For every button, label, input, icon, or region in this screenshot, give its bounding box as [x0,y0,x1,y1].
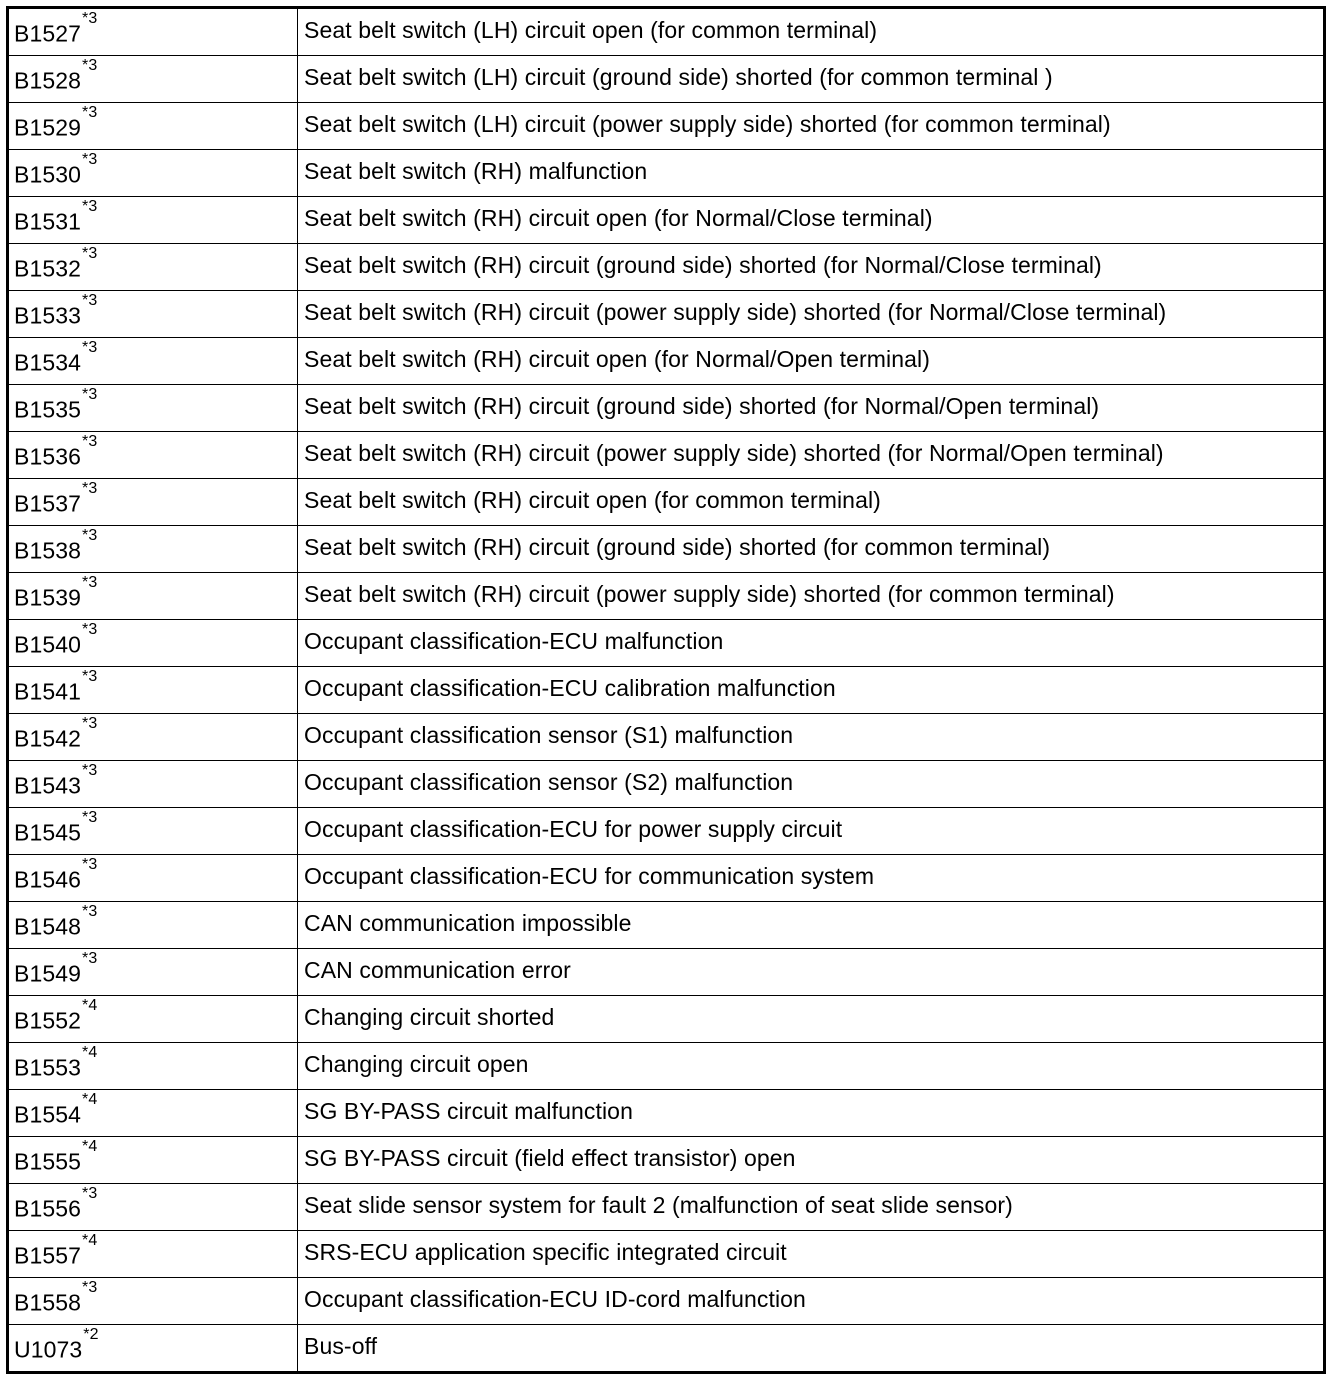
dtc-code-cell [8,667,298,714]
table-row [8,385,1325,432]
dtc-description: SRS-ECU application specific integrated circuit [298,1231,1325,1278]
dtc-code: B1538 [14,537,82,564]
footnote-mark: *3 [82,903,98,921]
footnote-mark: *3 [82,621,98,639]
dtc-description: Bus-off [298,1325,1325,1373]
table-row [8,620,1325,667]
dtc-description: SG BY-PASS circuit (field effect transistor) open [298,1137,1325,1184]
footnote-mark: *4 [82,1044,98,1062]
footnote-mark: *3 [82,715,98,733]
dtc-description: Occupant classification-ECU calibration malfunction [298,667,1325,714]
dtc-code-cell [8,949,298,996]
dtc-code-cell [8,197,298,244]
dtc-description: Occupant classification sensor (S2) malfunction [298,761,1325,808]
footnote-mark: *3 [82,104,98,122]
dtc-code-cell [8,808,298,855]
dtc-code-cell [8,1231,298,1278]
dtc-code-cell [8,1278,298,1325]
dtc-code-cell [8,8,298,56]
dtc-table-body [8,8,1325,1373]
footnote-mark: *3 [82,292,98,310]
footnote-mark: *3 [82,1185,98,1203]
table-row [8,1090,1325,1137]
table-row [8,808,1325,855]
footnote-mark: *3 [82,245,98,263]
dtc-description: Seat belt switch (LH) circuit (power supply side) shorted (for common terminal) [298,103,1325,150]
dtc-description: Occupant classification-ECU malfunction [298,620,1325,667]
table-row [8,996,1325,1043]
footnote-mark: *3 [82,433,98,451]
dtc-code-cell [8,902,298,949]
dtc-code: B1546 [14,866,82,893]
dtc-code: B1534 [14,349,82,376]
dtc-description: Occupant classification-ECU for power supply circuit [298,808,1325,855]
dtc-code-cell [8,855,298,902]
dtc-description: Occupant classification sensor (S1) malfunction [298,714,1325,761]
footnote-mark: *4 [82,997,98,1015]
table-row [8,855,1325,902]
footnote-mark: *3 [82,762,98,780]
dtc-code: B1557 [14,1242,82,1269]
footnote-mark: *3 [82,856,98,874]
dtc-code-cell [8,526,298,573]
dtc-code: B1552 [14,1007,82,1034]
dtc-description: Seat belt switch (RH) circuit (power supply side) shorted (for Normal/Close terminal) [298,291,1325,338]
dtc-code: U1073 [14,1336,83,1363]
dtc-code-cell [8,1090,298,1137]
table-row [8,479,1325,526]
dtc-code: B1548 [14,913,82,940]
dtc-code: B1539 [14,584,82,611]
table-row [8,197,1325,244]
dtc-description: Seat slide sensor system for fault 2 (malfunction of seat slide sensor) [298,1184,1325,1231]
footnote-mark: *3 [82,480,98,498]
dtc-description: Seat belt switch (RH) malfunction [298,150,1325,197]
table-row [8,1231,1325,1278]
dtc-code: B1530 [14,161,82,188]
footnote-mark: *3 [82,1279,98,1297]
dtc-code: B1545 [14,819,82,846]
dtc-description: Seat belt switch (RH) circuit open (for Normal/Open terminal) [298,338,1325,385]
dtc-description: Changing circuit shorted [298,996,1325,1043]
footnote-mark: *3 [82,950,98,968]
table-row [8,949,1325,996]
table-row [8,902,1325,949]
dtc-code-cell [8,1325,298,1373]
dtc-code: B1549 [14,960,82,987]
footnote-mark: *3 [82,527,98,545]
table-row [8,1325,1325,1373]
dtc-description: Occupant classification-ECU for communication system [298,855,1325,902]
dtc-code-cell [8,385,298,432]
table-row [8,1043,1325,1090]
dtc-description: Seat belt switch (RH) circuit (ground side) shorted (for Normal/Close terminal) [298,244,1325,291]
footnote-mark: *3 [82,386,98,404]
table-row [8,244,1325,291]
dtc-code: B1541 [14,678,82,705]
table-row [8,432,1325,479]
footnote-mark: *3 [82,668,98,686]
dtc-code-cell [8,479,298,526]
dtc-description: Seat belt switch (RH) circuit (ground side) shorted (for Normal/Open terminal) [298,385,1325,432]
dtc-code: B1536 [14,443,82,470]
dtc-description: Seat belt switch (RH) circuit open (for Normal/Close terminal) [298,197,1325,244]
dtc-code-cell [8,244,298,291]
table-row [8,150,1325,197]
dtc-code-cell [8,338,298,385]
footnote-mark: *3 [82,10,98,28]
dtc-code: B1531 [14,208,82,235]
footnote-mark: *4 [82,1091,98,1109]
dtc-code: B1535 [14,396,82,423]
footnote-mark: *3 [82,809,98,827]
footnote-mark: *3 [82,339,98,357]
dtc-description: Seat belt switch (RH) circuit (ground side) shorted (for common terminal) [298,526,1325,573]
footnote-mark: *4 [82,1232,98,1250]
dtc-description: Seat belt switch (RH) circuit (power supply side) shorted (for common terminal) [298,573,1325,620]
dtc-description: CAN communication impossible [298,902,1325,949]
dtc-code: B1533 [14,302,82,329]
dtc-code-cell [8,432,298,479]
table-row [8,573,1325,620]
dtc-code: B1558 [14,1289,82,1316]
table-row [8,103,1325,150]
dtc-code: B1553 [14,1054,82,1081]
dtc-code: B1554 [14,1101,82,1128]
table-row [8,714,1325,761]
dtc-description: Changing circuit open [298,1043,1325,1090]
table-row [8,526,1325,573]
table-row [8,761,1325,808]
dtc-code: B1540 [14,631,82,658]
dtc-code-cell [8,761,298,808]
dtc-code-cell [8,1137,298,1184]
table-row [8,338,1325,385]
dtc-code-cell [8,573,298,620]
dtc-code-cell [8,714,298,761]
footnote-mark: *2 [83,1326,99,1344]
dtc-code: B1543 [14,772,82,799]
dtc-code-cell [8,620,298,667]
dtc-description: SG BY-PASS circuit malfunction [298,1090,1325,1137]
dtc-code-cell [8,1184,298,1231]
footnote-mark: *3 [82,574,98,592]
table-row [8,1278,1325,1325]
dtc-code: B1529 [14,114,82,141]
dtc-code-cell [8,150,298,197]
dtc-description: Seat belt switch (LH) circuit (ground side) shorted (for common terminal ) [298,56,1325,103]
dtc-description: Occupant classification-ECU ID-cord malfunction [298,1278,1325,1325]
dtc-description: Seat belt switch (LH) circuit open (for common terminal) [298,8,1325,56]
footnote-mark: *3 [82,57,98,75]
dtc-code: B1542 [14,725,82,752]
table-row [8,56,1325,103]
dtc-description: Seat belt switch (RH) circuit open (for common terminal) [298,479,1325,526]
table-row [8,291,1325,338]
dtc-code-cell [8,103,298,150]
footnote-mark: *4 [82,1138,98,1156]
dtc-description: CAN communication error [298,949,1325,996]
table-row [8,1137,1325,1184]
dtc-code-cell [8,291,298,338]
dtc-code: B1527 [14,20,82,47]
dtc-code: B1532 [14,255,82,282]
dtc-code: B1528 [14,67,82,94]
dtc-table [6,6,1326,1374]
dtc-code-cell [8,996,298,1043]
dtc-code: B1556 [14,1195,82,1222]
dtc-code: B1555 [14,1148,82,1175]
dtc-code-cell [8,1043,298,1090]
table-row [8,667,1325,714]
footnote-mark: *3 [82,198,98,216]
dtc-description: Seat belt switch (RH) circuit (power supply side) shorted (for Normal/Open terminal) [298,432,1325,479]
dtc-code: B1537 [14,490,82,517]
table-row [8,8,1325,56]
footnote-mark: *3 [82,151,98,169]
dtc-code-cell [8,56,298,103]
table-row [8,1184,1325,1231]
